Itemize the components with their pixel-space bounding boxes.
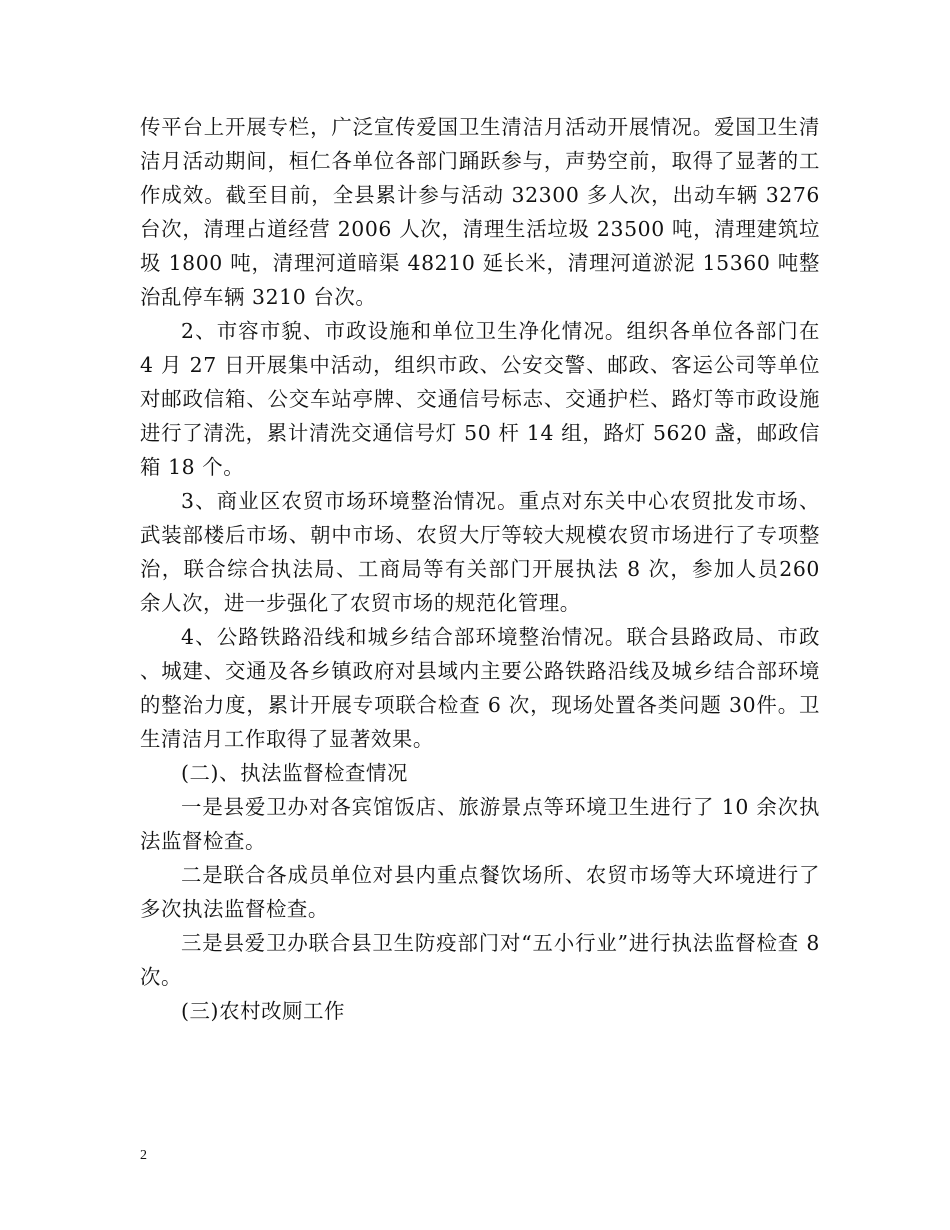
page-number: 2 bbox=[140, 1148, 147, 1163]
paragraph-continuation-cleaning-results: 传平台上开展专栏，广泛宣传爱国卫生清洁月活动开展情况。爱国卫生清洁月活动期间，桓仁各单位各部门踊跃参与，声势空前，取得了显著的工作成效。截至目前，全县累计参与活动 32300 多人次，出动车辆 3276 台次，清理占道经营 2006 人次，清理生活垃圾 23500 吨，清理建筑垃圾 1800 吨，清理河道暗渠 48210 延长米，清理河道淤泥 15360 吨整治乱停车辆 3210 台次。 bbox=[140, 115, 820, 309]
paragraph-enforcement-item-2: 二是联合各成员单位对县内重点餐饮场所、农贸市场等大环境进行了多次执法监督检查。 bbox=[140, 863, 820, 921]
paragraph-enforcement-item-3: 三是县爱卫办联合县卫生防疫部门对“五小行业”进行执法监督检查 8 次。 bbox=[140, 931, 820, 989]
section-heading-rural-toilets: (三)农村改厕工作 bbox=[181, 999, 346, 1023]
paragraph-market-rectification: 3、商业区农贸市场环境整治情况。重点对东关中心农贸批发市场、武装部楼后市场、朝中市场、农贸大厅等较大规模农贸市场进行了专项整治，联合综合执法局、工商局等有关部门开展执法 8 次，参加人员260 余人次，进一步强化了农贸市场的规范化管理。 bbox=[140, 489, 820, 615]
paragraph-municipal-facilities: 2、市容市貌、市政设施和单位卫生净化情况。组织各单位各部门在 4 月 27 日开展集中活动，组织市政、公安交警、邮政、客运公司等单位对邮政信箱、公交车站亭牌、交通信号标志、交通护栏、路灯等市政设施进行了清洗，累计清洗交通信号灯 50 杆 14 组，路灯 5620 盏，邮政信箱 18 个。 bbox=[140, 319, 820, 479]
section-heading-law-enforcement: (二)、执法监督检查情况 bbox=[181, 761, 409, 785]
paragraph-enforcement-item-1: 一是县爱卫办对各宾馆饭店、旅游景点等环境卫生进行了 10 余次执法监督检查。 bbox=[140, 795, 820, 853]
document-body bbox=[140, 110, 820, 1028]
paragraph-road-railway-rectification: 4、公路铁路沿线和城乡结合部环境整治情况。联合县路政局、市政、城建、交通及各乡镇政府对县域内主要公路铁路沿线及城乡结合部环境的整治力度，累计开展专项联合检查 6 次，现场处置各类问题 30件。卫生清洁月工作取得了显著效果。 bbox=[140, 625, 820, 751]
